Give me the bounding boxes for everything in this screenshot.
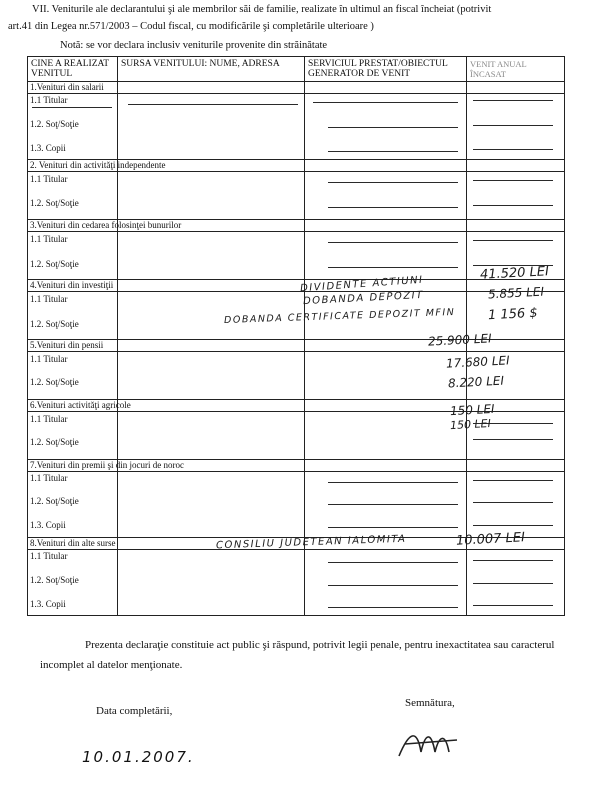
cancel-dash: [473, 205, 553, 206]
row-titular: 1.1 Titular: [30, 174, 68, 184]
cancel-dash: [473, 240, 553, 241]
hw-other-amount: 10.007 LEI: [455, 530, 526, 549]
hw-agri-1: 150 LEI: [449, 401, 495, 419]
cancel-dash: [473, 100, 553, 101]
signature-scribble: [395, 722, 465, 762]
header-note: Notă: se vor declara inclusiv veniturile provenite din străinătate: [60, 40, 328, 51]
header-line-2: art.41 din Legea nr.571/2003 – Codul fiscal, cu modificările şi completările ulterioare ): [8, 21, 374, 32]
cancel-dash: [328, 562, 458, 563]
row-spouse: 1.2. Soţ/Soţie: [30, 575, 79, 585]
row-spouse: 1.2. Soţ/Soţie: [30, 437, 79, 447]
cancel-dash: [313, 102, 458, 103]
column-divider: [304, 57, 305, 615]
hw-investment-service-1: DIVIDENTE ACTIUNI: [299, 274, 424, 295]
cancel-dash: [473, 149, 553, 150]
cancel-dash: [328, 151, 458, 152]
date-label: Data completării,: [96, 705, 173, 717]
row-spouse: 1.2. Soţ/Soţie: [30, 119, 79, 129]
row-children: 1.3. Copii: [30, 520, 66, 530]
cancel-dash: [328, 267, 458, 268]
col-header-source: SURSA VENITULUI: NUME, ADRESA: [121, 59, 280, 69]
cancel-dash: [473, 502, 553, 503]
cancel-dash: [328, 527, 458, 528]
hw-agri-2: 150 LEI: [449, 416, 492, 433]
row-children: 1.3. Copii: [30, 599, 66, 609]
section-salaries: 1.Venituri din salarii: [30, 82, 104, 92]
cancel-dash: [473, 180, 553, 181]
row-titular: 1.1 Titular: [30, 234, 68, 244]
signature-label: Semnătura,: [405, 697, 455, 709]
hw-pension-titular: 17.680 LEI: [445, 353, 510, 371]
cancel-dash: [473, 560, 553, 561]
row-separator: [28, 171, 564, 172]
declaration-text: Prezenta declaraţie constituie act public şi răspund, potrivit legii penale, pentru inexactitatea sau caracterul incomplet al datelor menţionate.: [40, 639, 555, 671]
cancel-dash: [328, 242, 458, 243]
row-separator: [28, 231, 564, 232]
section-investments: 4.Venituri din investiţii: [30, 280, 114, 290]
section-pensions: 5.Venituri din pensii: [30, 340, 104, 350]
hw-investment-spouse-amount: 1 156 $: [487, 305, 538, 324]
cancel-dash: [32, 107, 112, 108]
hw-investment-spouse-service: DOBANDA CERTIFICATE DEPOZIT MFIN: [223, 306, 456, 327]
cancel-dash: [473, 480, 553, 481]
row-separator: [28, 81, 564, 82]
cancel-dash: [328, 127, 458, 128]
cancel-dash: [328, 504, 458, 505]
hw-investment-service-2: DOBANDA DEPOZIT: [302, 289, 425, 308]
hw-investment-amount-1: 41.520 LEI: [479, 264, 550, 283]
row-titular: 1.1 Titular: [30, 294, 68, 304]
col-header-amount: VENIT ANUAL ÎNCASAT: [470, 59, 527, 79]
row-titular: 1.1 Titular: [30, 551, 68, 561]
row-spouse: 1.2. Soţ/Soţie: [30, 198, 79, 208]
section-rental: 3.Venituri din cedarea folosinţei bunurilor: [30, 220, 182, 230]
cancel-dash: [328, 482, 458, 483]
hw-other-source: CONSILIU JUDETEAN IALOMITA: [215, 533, 407, 552]
row-spouse: 1.2. Soţ/Soţie: [30, 319, 79, 329]
row-spouse: 1.2. Soţ/Soţie: [30, 377, 79, 387]
col-header-service: SERVICIUL PRESTAT/OBIECTUL GENERATOR DE VENIT: [308, 59, 448, 79]
section-other: 8.Venituri din alte surse: [30, 538, 116, 548]
cancel-dash: [328, 585, 458, 586]
row-separator: [28, 549, 564, 550]
date-value: 10.01.2007.: [82, 748, 195, 766]
cancel-dash: [328, 182, 458, 183]
row-spouse: 1.2. Soţ/Soţie: [30, 496, 79, 506]
income-table: [27, 56, 565, 616]
row-titular: 1.1 Titular: [30, 414, 68, 424]
hw-investment-amount-2: 5.855 LEI: [487, 284, 545, 302]
cancel-dash: [473, 605, 553, 606]
row-children: 1.3. Copii: [30, 143, 66, 153]
section-agriculture: 6.Venituri activităţi agricole: [30, 400, 131, 410]
cancel-dash: [328, 207, 458, 208]
row-titular: 1.1 Titular: [30, 354, 68, 364]
col-header-who: CINE A REALIZAT VENITUL: [31, 59, 109, 79]
row-separator: [28, 291, 564, 292]
row-titular: 1.1 Titular: [30, 95, 68, 105]
header-line-1: VII. Veniturile ale declarantului şi ale membrilor săi de familie, realizate în ultimul an fiscal încheiat (potrivit: [32, 4, 492, 15]
hw-pension-total: 25.900 LEI: [427, 331, 492, 349]
section-prizes: 7.Venituri din premii şi din jocuri de noroc: [30, 460, 184, 470]
cancel-dash: [473, 439, 553, 440]
cancel-dash: [473, 583, 553, 584]
column-divider: [117, 57, 118, 615]
cancel-dash: [473, 125, 553, 126]
row-separator: [28, 93, 564, 94]
section-independent: 2. Venituri din activităţi independente: [30, 160, 166, 170]
cancel-dash: [128, 104, 298, 105]
hw-pension-spouse: 8.220 LEI: [447, 373, 505, 391]
cancel-dash: [328, 607, 458, 608]
row-titular: 1.1 Titular: [30, 473, 68, 483]
row-separator: [28, 351, 564, 352]
cancel-dash: [473, 525, 553, 526]
row-spouse: 1.2. Soţ/Soţie: [30, 259, 79, 269]
row-separator: [28, 471, 564, 472]
